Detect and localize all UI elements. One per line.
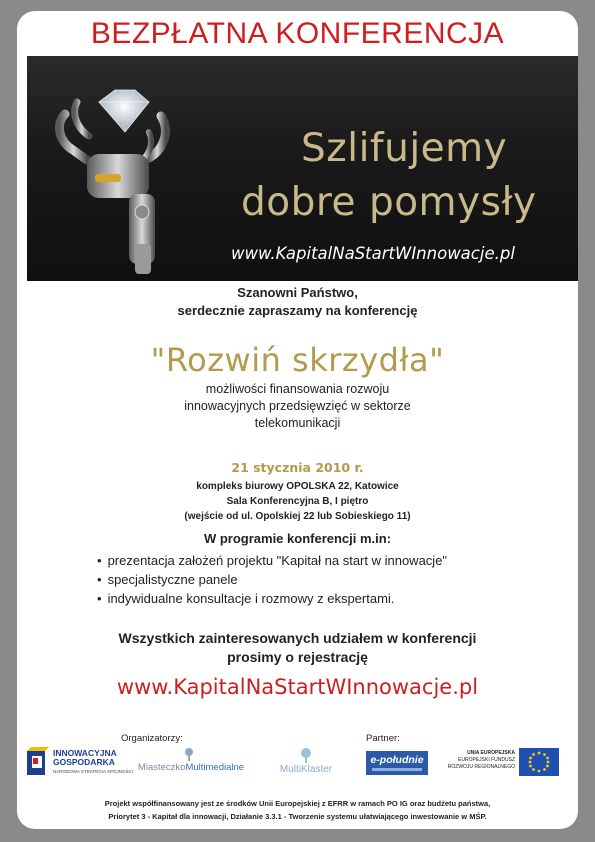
program-item: • specjalistyczne panele: [97, 570, 447, 589]
multiklaster-wordmark: MultiKlaster: [279, 764, 333, 775]
flyer-title: BEZPŁATNA KONFERENCJA: [90, 17, 505, 50]
greeting: [17, 284, 578, 320]
venue-line1: kompleks biurowy OPOLSKA 22, Katowice: [196, 481, 399, 492]
conference-subtitle-line3: telekomunikacji: [254, 416, 341, 430]
banner-website-url: www.KapitalNaStartWInnowacje.pl: [231, 244, 515, 263]
ig-line1: INNOWACYJNA: [53, 748, 117, 758]
partner-label: Partner:: [366, 733, 400, 744]
ig-line2: GOSPODARKA: [53, 757, 115, 767]
conference-subtitle: [17, 381, 578, 432]
e-poludnie-stripe: [372, 768, 422, 771]
program-heading: W programie konferencji m.in:: [203, 531, 392, 546]
invite-line2: prosimy o rejestrację: [227, 649, 368, 665]
organizers-label: Organizatorzy:: [121, 733, 183, 744]
cofinancing-line2: Priorytet 3 - Kapitał dla innowacji, Działanie 3.3.1 - Tworzenie systemu ułatwiającego inwestowanie w MŚP.: [108, 812, 487, 821]
conference-subtitle-line2: innowacyjnych przedsięwzięć w sektorze: [184, 399, 411, 413]
cofinancing-line1: Projekt współfinansowany jest ze środków Unii Europejskiej z EFRR w ramach PO IG oraz budżetu państwa,: [104, 799, 491, 808]
conference-title: "Rozwiń skrzydła": [150, 341, 445, 379]
flyer-card: [17, 11, 578, 829]
event-venue: [17, 479, 578, 524]
ue-line2: EUROPEJSKI FUNDUSZ: [458, 757, 515, 763]
invite-line1: Wszystkich zainteresowanych udziałem w konferencji: [118, 630, 477, 646]
banner-slogan-line2: dobre pomysły: [241, 180, 537, 225]
venue-line3: (wejście od ul. Opolskiej 22 lub Sobieskiego 11): [184, 511, 411, 522]
miasteczko-part2: Multimedialne: [185, 762, 245, 773]
ig-line3: NARODOWA STRATEGIA SPÓJNOŚCI: [53, 769, 134, 774]
miasteczko-wordmark: [137, 762, 245, 773]
hero-banner: [27, 56, 578, 281]
greeting-line1: Szanowni Państwo,: [237, 285, 358, 300]
greeting-line2: serdecznie zapraszamy na konferencję: [177, 303, 418, 318]
program-item: • indywidualne konsultacje i rozmowy z ekspertami.: [97, 589, 447, 608]
robot-hand-diamond-illustration: [37, 62, 187, 277]
banner-slogan-line1: Szlifujemy: [301, 126, 508, 171]
e-poludnie-logo: [366, 751, 428, 775]
ue-line3: ROZWOJU REGIONALNEGO: [447, 764, 515, 770]
innowacyjna-gospodarka-logo: [25, 747, 133, 779]
tree-icon: [299, 747, 313, 763]
event-date: 21 stycznia 2010 r.: [231, 460, 364, 475]
multiklaster-logo: [271, 747, 341, 779]
leaf-icon: [181, 747, 197, 761]
registration-invite: [17, 629, 578, 667]
venue-line2: Sala Konferencyjna B, I piętro: [226, 496, 369, 507]
ig-title: [53, 749, 117, 767]
unia-europejska-logo: [439, 748, 559, 778]
e-poludnie-wordmark: e-południe: [370, 754, 424, 766]
ue-text: [439, 750, 515, 771]
miasteczko-part1: Miasteczko: [137, 762, 186, 773]
ig-emblem-icon: [25, 747, 51, 779]
miasteczko-multimedialne-logo: [137, 747, 245, 779]
cofinancing-note: [17, 797, 578, 823]
registration-url-link[interactable]: www.KapitalNaStartWInnowacje.pl: [116, 675, 479, 699]
ue-line1: UNIA EUROPEJSKA: [467, 750, 515, 756]
program-item: • prezentacja założeń projektu "Kapitał na start w innowacje": [97, 551, 447, 570]
program-list: [97, 551, 447, 608]
eu-flag-icon: [519, 748, 559, 776]
conference-subtitle-line1: możliwości finansowania rozwoju: [205, 382, 390, 396]
